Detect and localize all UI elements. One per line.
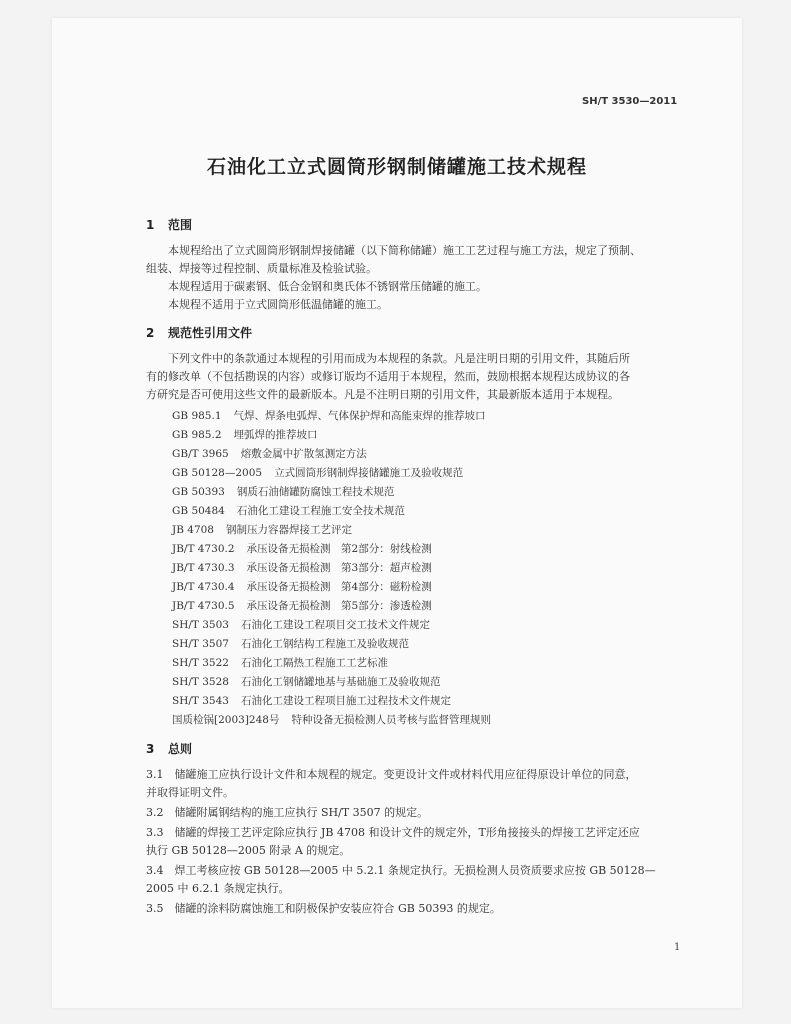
- clause-line: 3.5 储罐的涂料防腐蚀施工和阴极保护安装应符合 GB 50393 的规定。: [146, 902, 501, 915]
- reference-code: SH/T 3507: [172, 638, 229, 650]
- reference-code: GB/T 3965: [172, 448, 229, 460]
- reference-title: 承压设备无损检测 第5部分：渗透检测: [246, 600, 432, 612]
- reference-item: [172, 446, 367, 461]
- reference-title: 石油化工钢结构工程施工及验收规范: [240, 638, 409, 650]
- reference-code: SH/T 3543: [172, 695, 229, 707]
- paragraph-line: 有的修改单（不包括勘误的内容）或修订版均不适用于本规程，然而，鼓励根据本规程达成协议的各: [146, 370, 630, 383]
- reference-item: [172, 712, 491, 727]
- section-1-heading: [146, 216, 192, 233]
- section-number: 2: [146, 326, 155, 340]
- reference-title: 石油化工钢储罐地基与基础施工及验收规范: [240, 676, 441, 688]
- reference-item: [172, 674, 440, 689]
- clause-line: 执行 GB 50128—2005 附录 A 的规定。: [146, 844, 351, 857]
- section-number: 3: [146, 742, 155, 756]
- reference-code: SH/T 3522: [172, 657, 229, 669]
- reference-item: [172, 427, 318, 442]
- reference-code: GB 50484: [172, 505, 225, 517]
- reference-code: SH/T 3503: [172, 619, 229, 631]
- reference-code: JB/T 4730.2: [172, 543, 235, 555]
- reference-title: 气焊、焊条电弧焊、气体保护焊和高能束焊的推荐坡口: [233, 410, 486, 422]
- clause-line: 3.3 储罐的焊接工艺评定除应执行 JB 4708 和设计文件的规定外，T形角接接头的焊接工艺评定还应: [146, 826, 640, 839]
- paragraph-line: 组装、焊接等过程控制、质量标准及检验试验。: [146, 262, 377, 275]
- document-title: 石油化工立式圆筒形钢制储罐施工技术规程: [206, 156, 587, 178]
- reference-item: [172, 408, 486, 423]
- reference-code: GB 50128—2005: [172, 467, 263, 479]
- reference-item: [172, 617, 430, 632]
- reference-item: [172, 579, 432, 594]
- reference-code: 国质检锅[2003]248号: [172, 714, 280, 726]
- reference-title: 钢制压力容器焊接工艺评定: [226, 524, 352, 536]
- reference-code: GB 985.2: [172, 429, 222, 441]
- reference-item: [172, 541, 432, 556]
- reference-title: 承压设备无损检测 第4部分：磁粉检测: [246, 581, 432, 593]
- section-title: 总则: [168, 742, 193, 756]
- paragraph-line: 本规程给出了立式圆筒形钢制焊接储罐（以下简称储罐）施工工艺过程与施工方法，规定了预制、: [168, 244, 641, 257]
- section-title: 规范性引用文件: [168, 326, 253, 340]
- reference-item: [172, 522, 352, 537]
- reference-item: [172, 598, 432, 613]
- reference-title: 石油化工隔热工程施工工艺标准: [240, 657, 388, 669]
- page-number: 1: [674, 942, 681, 953]
- reference-code: JB/T 4730.5: [172, 600, 235, 612]
- reference-title: 石油化工建设工程项目施工过程技术文件规定: [240, 695, 451, 707]
- paragraph-line: 下列文件中的条款通过本规程的引用而成为本规程的条款。凡是注明日期的引用文件，其随后所: [168, 352, 630, 365]
- section-2-heading: [146, 324, 252, 341]
- reference-item: [172, 503, 405, 518]
- reference-item: [172, 560, 432, 575]
- reference-item: [172, 636, 409, 651]
- reference-title: 石油化工建设工程施工安全技术规范: [236, 505, 405, 517]
- reference-title: 立式圆筒形钢制焊接储罐施工及验收规范: [274, 467, 464, 479]
- clause-line: 3.2 储罐附属钢结构的施工应执行 SH/T 3507 的规定。: [146, 806, 429, 819]
- standard-number: SH/T 3530—2011: [582, 96, 678, 107]
- reference-title: 承压设备无损检测 第3部分：超声检测: [246, 562, 432, 574]
- reference-code: JB 4708: [172, 524, 214, 536]
- reference-title: 钢质石油储罐防腐蚀工程技术规范: [236, 486, 395, 498]
- reference-item: [172, 484, 394, 499]
- clause-line: 2005 中 6.2.1 条规定执行。: [146, 882, 290, 895]
- reference-code: SH/T 3528: [172, 676, 229, 688]
- reference-title: 承压设备无损检测 第2部分：射线检测: [246, 543, 432, 555]
- clause-line: 并取得证明文件。: [146, 786, 234, 799]
- reference-title: 埋弧焊的推荐坡口: [233, 429, 318, 441]
- reference-code: GB 50393: [172, 486, 225, 498]
- reference-code: GB 985.1: [172, 410, 222, 422]
- reference-title: 石油化工建设工程项目交工技术文件规定: [240, 619, 430, 631]
- paragraph-line: 本规程适用于碳素钢、低合金钢和奥氏体不锈钢常压储罐的施工。: [168, 280, 487, 293]
- reference-item: [172, 465, 463, 480]
- clause-line: 3.1 储罐施工应执行设计文件和本规程的规定。变更设计文件或材料代用应征得原设计单位的同意，: [146, 768, 637, 781]
- reference-item: [172, 655, 388, 670]
- paragraph-line: 本规程不适用于立式圆筒形低温储罐的施工。: [168, 298, 388, 311]
- section-title: 范围: [168, 218, 193, 232]
- paragraph-line: 方研究是否可使用这些文件的最新版本。凡是不注明日期的引用文件，其最新版本适用于本规程。: [146, 388, 619, 401]
- reference-item: [172, 693, 451, 708]
- reference-title: 特种设备无损检测人员考核与监督管理规则: [291, 714, 491, 726]
- clause-line: 3.4 焊工考核应按 GB 50128—2005 中 5.2.1 条规定执行。无损检测人员资质要求应按 GB 50128—: [146, 864, 656, 877]
- section-number: 1: [146, 218, 155, 232]
- section-3-heading: [146, 740, 192, 757]
- reference-code: JB/T 4730.3: [172, 562, 235, 574]
- document-page: [52, 18, 742, 1008]
- reference-code: JB/T 4730.4: [172, 581, 235, 593]
- reference-title: 熔敷金属中扩散氢测定方法: [240, 448, 367, 460]
